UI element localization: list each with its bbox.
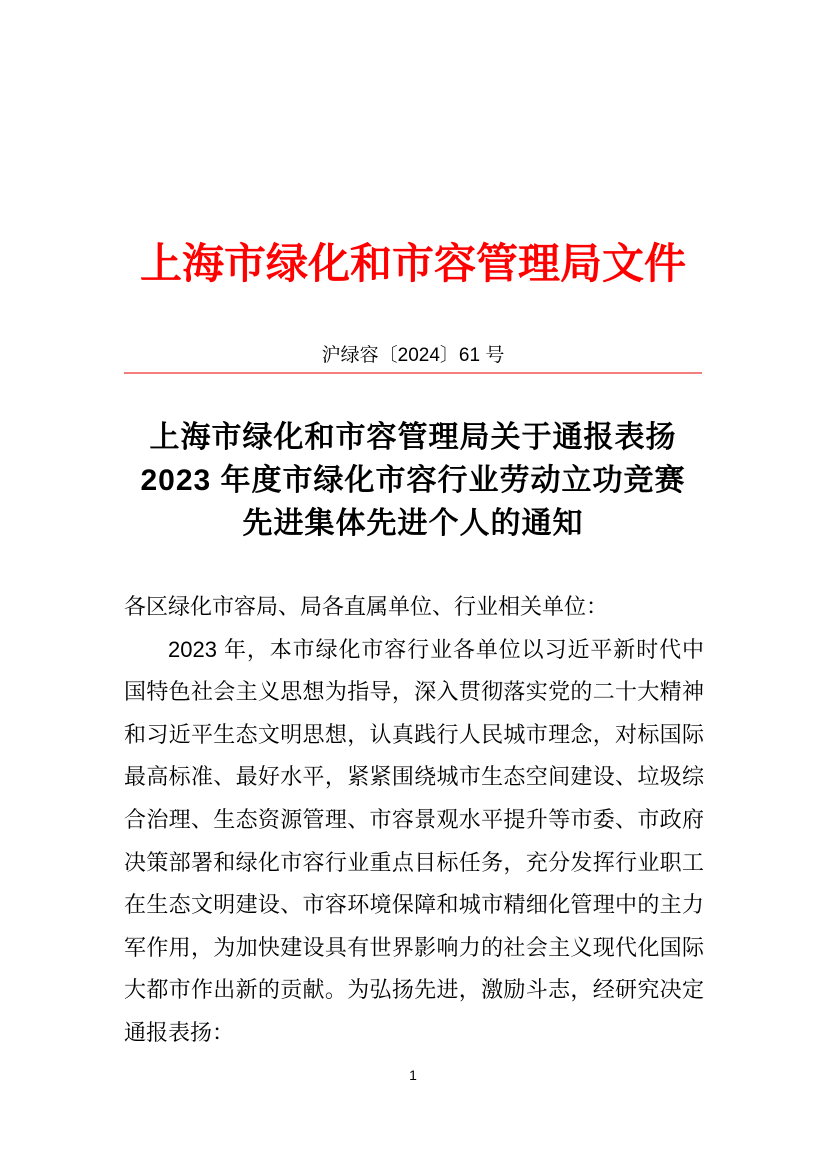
document-body xyxy=(124,586,704,1055)
document-title-line: 2023 年度市绿化市容行业劳动立功竞赛 xyxy=(140,464,686,497)
document-title xyxy=(63,416,763,545)
page-number: 1 xyxy=(409,1067,417,1083)
document-number: 沪绿容〔2024〕61 号 xyxy=(321,345,505,366)
recipients-line: 各区绿化市容局、局各直属单位、行业相关单位： xyxy=(124,594,609,619)
red-divider-line xyxy=(124,372,702,374)
agency-letterhead-title: 上海市绿化和市容管理局文件 xyxy=(139,240,686,287)
document-title-line: 上海市绿化和市容管理局关于通报表扬 xyxy=(149,421,677,454)
body-paragraph: 2023 年，本市绿化市容行业各单位以习近平新时代中国特色社会主义思想为指导，深入贯彻落实党的二十大精神和习近平生态文明思想，认真践行人民城市理念，对标国际最高标准、最好水平，紧紧围绕城市生态空间建设、垃圾综合治理、生态资源管理、市容景观水平提升等市委、市政府决策部署和绿化市容行业重点目标任务，充分发挥行业职工在生态文明建设、市容环境保障和城市精细化管理中的主力军作用，为加快建设具有世界影响力的社会主义现代化国际大都市作出新的贡献。为弘扬先进，激励斗志，经研究决定通报表扬： xyxy=(124,636,704,1045)
document-title-line: 先进集体先进个人的通知 xyxy=(242,507,584,540)
